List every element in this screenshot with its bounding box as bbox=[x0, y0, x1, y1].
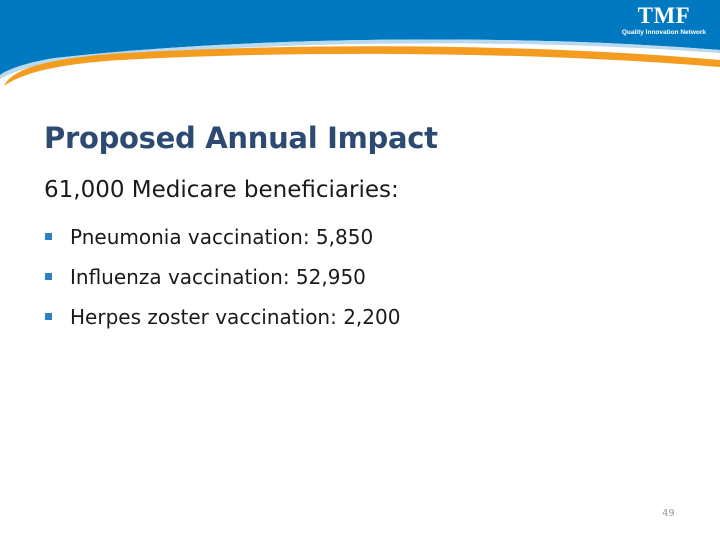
square-bullet-icon bbox=[45, 313, 52, 320]
square-bullet-icon bbox=[45, 273, 52, 280]
tmf-logo bbox=[622, 4, 706, 37]
slide-title: Proposed Annual Impact bbox=[44, 121, 438, 155]
bullet-text: Herpes zoster vaccination: 2,200 bbox=[70, 305, 401, 329]
bullet-item-herpes-zoster bbox=[44, 302, 400, 342]
bullet-text: Influenza vaccination: 52,950 bbox=[70, 265, 366, 289]
square-bullet-icon bbox=[45, 233, 52, 240]
logo-mark: TMF bbox=[637, 3, 691, 28]
banner-blue-shape bbox=[0, 0, 720, 75]
bullet-item-pneumonia bbox=[44, 222, 400, 262]
bullet-text: Pneumonia vaccination: 5,850 bbox=[70, 225, 374, 249]
bullet-list bbox=[44, 222, 400, 342]
logo-tagline: Quality Innovation Network bbox=[621, 29, 706, 36]
slide-subtitle: 61,000 Medicare beneficiaries: bbox=[44, 177, 399, 203]
header-swoosh-graphic bbox=[0, 0, 720, 95]
bullet-item-influenza bbox=[44, 262, 400, 302]
page-number: 49 bbox=[662, 508, 675, 519]
header-banner bbox=[0, 0, 720, 95]
